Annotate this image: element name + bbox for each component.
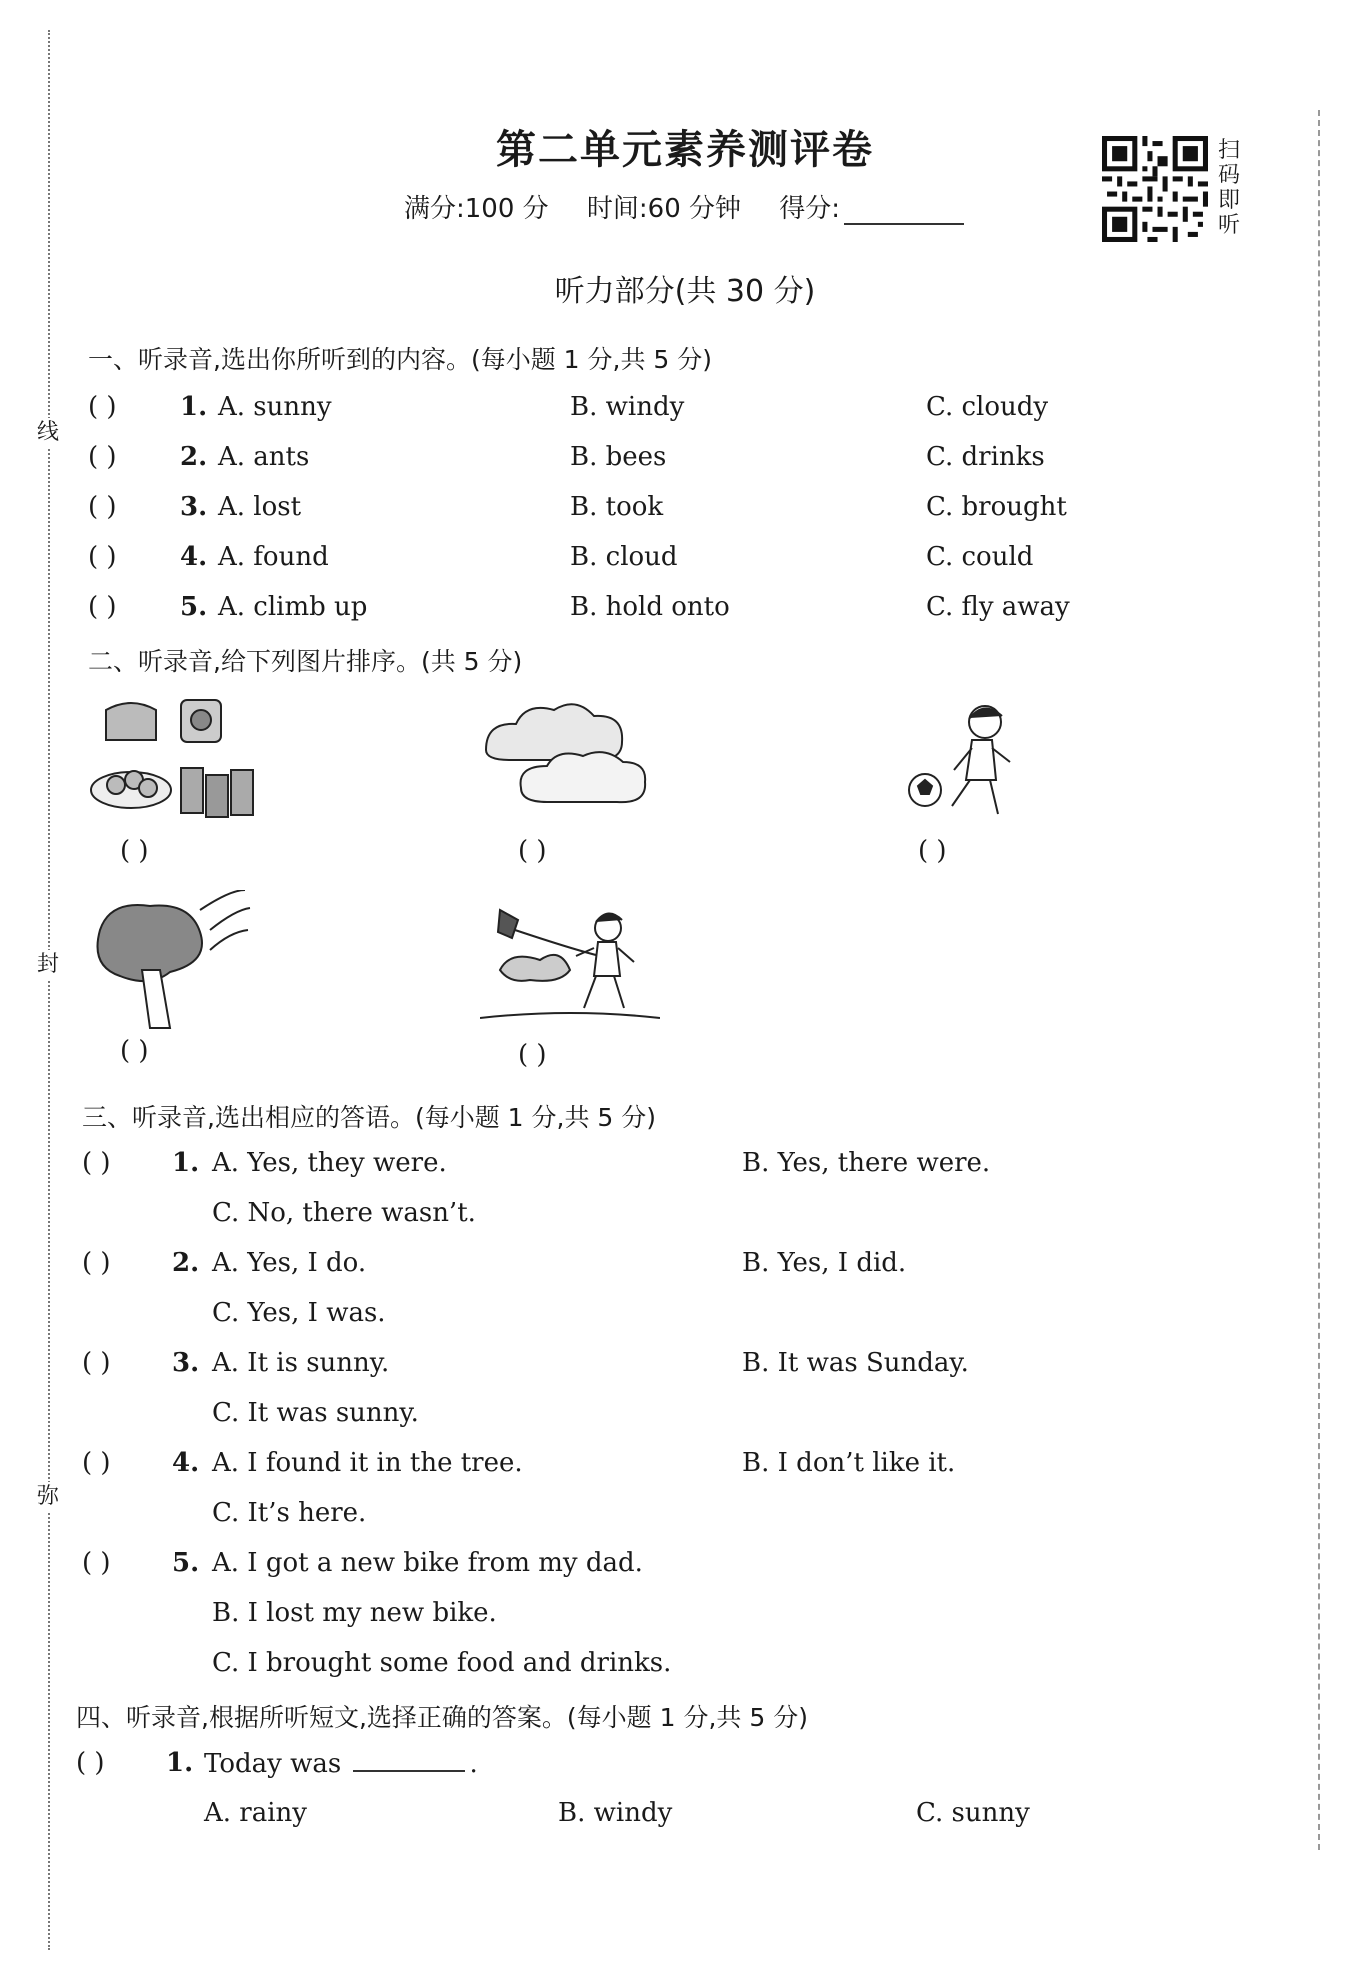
option-c: C. cloudy xyxy=(926,392,1049,422)
option-c: C. It’s here. xyxy=(212,1498,367,1528)
binding-line xyxy=(48,30,50,1950)
windy-tree-picture xyxy=(80,890,260,1030)
score-label: 得分: xyxy=(779,194,841,224)
clouds-picture xyxy=(476,700,656,820)
food-drinks-picture xyxy=(86,690,266,830)
option-c: C. Yes, I was. xyxy=(212,1298,386,1328)
option-a: A. It is sunny. xyxy=(212,1348,390,1378)
answer-paren[interactable]: ( ) xyxy=(82,1248,111,1278)
option-a: A. climb up xyxy=(218,592,368,622)
part1-heading: 一、听录音,选出你所听到的内容。(每小题 1 分,共 5 分) xyxy=(88,345,713,374)
option-b: B. I don’t like it. xyxy=(742,1448,956,1478)
boy-playing-football-picture xyxy=(900,700,1040,830)
picture-1-paren[interactable]: ( ) xyxy=(120,836,149,866)
picture-3-paren[interactable]: ( ) xyxy=(918,836,947,866)
question-stem: Today was . xyxy=(204,1749,478,1779)
option-b: B. It was Sunday. xyxy=(742,1348,969,1378)
option-a: A. Yes, they were. xyxy=(212,1148,447,1178)
full-score: 满分:100 分 xyxy=(404,194,549,224)
option-c: C. I brought some food and drinks. xyxy=(212,1648,672,1678)
answer-paren[interactable]: ( ) xyxy=(88,442,117,472)
answer-paren[interactable]: ( ) xyxy=(88,592,117,622)
picture-5-paren[interactable]: ( ) xyxy=(518,1040,547,1070)
page-title: 第二单元素养测评卷 xyxy=(496,127,874,173)
answer-paren[interactable]: ( ) xyxy=(88,492,117,522)
margin-label-xian: 线 xyxy=(30,418,66,448)
margin-label-mi: 弥 xyxy=(30,1482,66,1512)
option-b: B. I lost my new bike. xyxy=(212,1598,497,1628)
option-b: B. hold onto xyxy=(570,592,730,622)
answer-paren[interactable]: ( ) xyxy=(82,1348,111,1378)
option-c: C. It was sunny. xyxy=(212,1398,419,1428)
option-a: A. I got a new bike from my dad. xyxy=(212,1548,643,1578)
option-c: C. No, there wasn’t. xyxy=(212,1198,476,1228)
score-blank[interactable] xyxy=(844,197,964,225)
option-a: A. I found it in the tree. xyxy=(212,1448,523,1478)
option-b: B. cloud xyxy=(570,542,678,572)
answer-paren[interactable]: ( ) xyxy=(82,1548,111,1578)
option-a: A. sunny xyxy=(218,392,332,422)
exam-page: 线 封 弥 第二单元素养测评卷 满分:100 分 时间:60 分钟 得分: 扫 码 即 听 听力部分(共 30 分) 一、听录音,选出你所听到的内容。(每小题 1 分,共 5 分) ( ) 1. A. sunny B. windy C. cloudy ( ) 2. A. ants B. bees C. drinks ( ) 3. A. lost B. took C. brought ( ) 4. A. found B. cloud C. could ( ) 5. A. climb up B. hold onto C. fly away 二、听录音,给下列图片排序。(共 5 分) ( ) ( ) ( ) ( ) ( ) 三、听录音,选出相应的答语。(每小题 1 分,共 5 分) ( ) 1. A. Yes, they were. B. Yes, there were. C. No, there wasn’t. ( ) 2. A. Yes, I do. B. Yes, I did. C. Yes, I was. ( ) 3. A. It is sunny. B. It was Sunday. C. It was sunny. ( ) 4. A. I found it in the tree. B. I don’t like it. C. It’s here. ( ) 5. A. I got a new bike from my dad. B. I lost my new bike. C. I brought some food and drinks. 四、听录音,根据所听短文,选择正确的答案。(每小题 1 分,共 5 分) ( ) 1. Today was . A. rainy B. windy C. sunny xyxy=(0,0,1350,1976)
picture-4-paren[interactable]: ( ) xyxy=(120,1036,149,1066)
option-c: C. brought xyxy=(926,492,1067,522)
qr-label: 扫 码 即 听 xyxy=(1217,138,1240,238)
option-a: A. lost xyxy=(218,492,302,522)
option-b: B. Yes, there were. xyxy=(742,1148,991,1178)
option-a: A. found xyxy=(218,542,329,572)
exam-info xyxy=(404,188,994,225)
option-c: C. fly away xyxy=(926,592,1070,622)
option-b: B. bees xyxy=(570,442,667,472)
answer-blank[interactable] xyxy=(353,1748,465,1772)
answer-paren[interactable]: ( ) xyxy=(82,1448,111,1478)
section-title: 听力部分(共 30 分) xyxy=(554,274,816,309)
answer-paren[interactable]: ( ) xyxy=(82,1148,111,1178)
answer-paren[interactable]: ( ) xyxy=(88,392,117,422)
option-a: A. ants xyxy=(218,442,310,472)
boy-flying-kite-picture xyxy=(480,900,660,1030)
option-a: A. rainy xyxy=(204,1798,307,1828)
option-b: B. Yes, I did. xyxy=(742,1248,907,1278)
part3-heading: 三、听录音,选出相应的答语。(每小题 1 分,共 5 分) xyxy=(82,1103,657,1132)
option-b: B. windy xyxy=(558,1798,673,1828)
margin-label-feng: 封 xyxy=(30,950,66,980)
answer-paren[interactable]: ( ) xyxy=(88,542,117,572)
answer-paren[interactable]: ( ) xyxy=(76,1748,105,1778)
option-c: C. drinks xyxy=(926,442,1045,472)
picture-2-paren[interactable]: ( ) xyxy=(518,836,547,866)
option-a: A. Yes, I do. xyxy=(212,1248,367,1278)
exam-time: 时间:60 分钟 xyxy=(586,194,742,224)
option-b: B. took xyxy=(570,492,664,522)
option-c: C. could xyxy=(926,542,1034,572)
right-cut-line xyxy=(1318,110,1320,1850)
part2-heading: 二、听录音,给下列图片排序。(共 5 分) xyxy=(88,647,523,676)
part4-heading: 四、听录音,根据所听短文,选择正确的答案。(每小题 1 分,共 5 分) xyxy=(76,1703,808,1732)
option-b: B. windy xyxy=(570,392,685,422)
option-c: C. sunny xyxy=(916,1798,1030,1828)
qr-code-icon[interactable] xyxy=(1102,136,1208,242)
